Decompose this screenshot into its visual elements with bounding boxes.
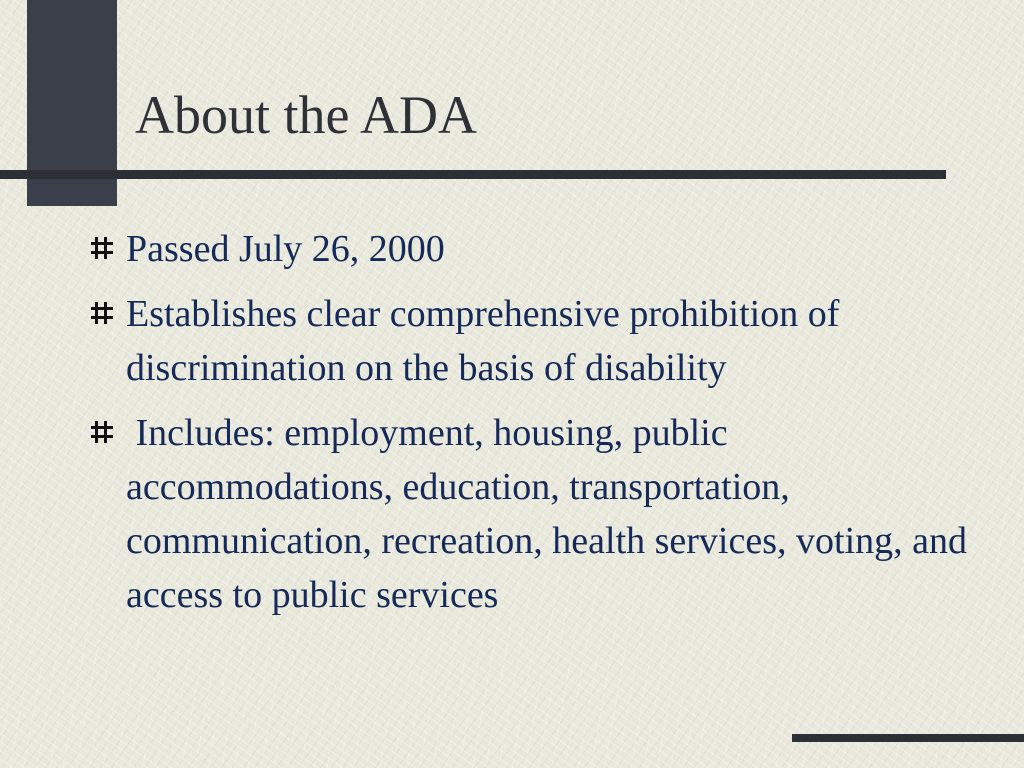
hash-bullet-icon xyxy=(90,236,114,260)
bottom-rule xyxy=(792,734,1024,742)
bullet-item xyxy=(90,222,970,276)
bullet-item xyxy=(90,406,977,622)
slide-title: About the ADA xyxy=(135,85,477,145)
title-rule xyxy=(0,170,946,179)
hash-bullet-icon xyxy=(90,301,114,325)
bullet-list xyxy=(90,222,977,633)
bullet-text: Includes: employment, housing, public accommodations, education, transportation, communication, recreation, health services, voting, and access to public services xyxy=(126,412,977,616)
hash-bullet-icon xyxy=(90,420,114,444)
bullet-item xyxy=(90,287,970,395)
bullet-text: Passed July 26, 2000 xyxy=(126,228,445,270)
bullet-text: Establishes clear comprehensive prohibition of discrimination on the basis of disability xyxy=(126,293,840,389)
